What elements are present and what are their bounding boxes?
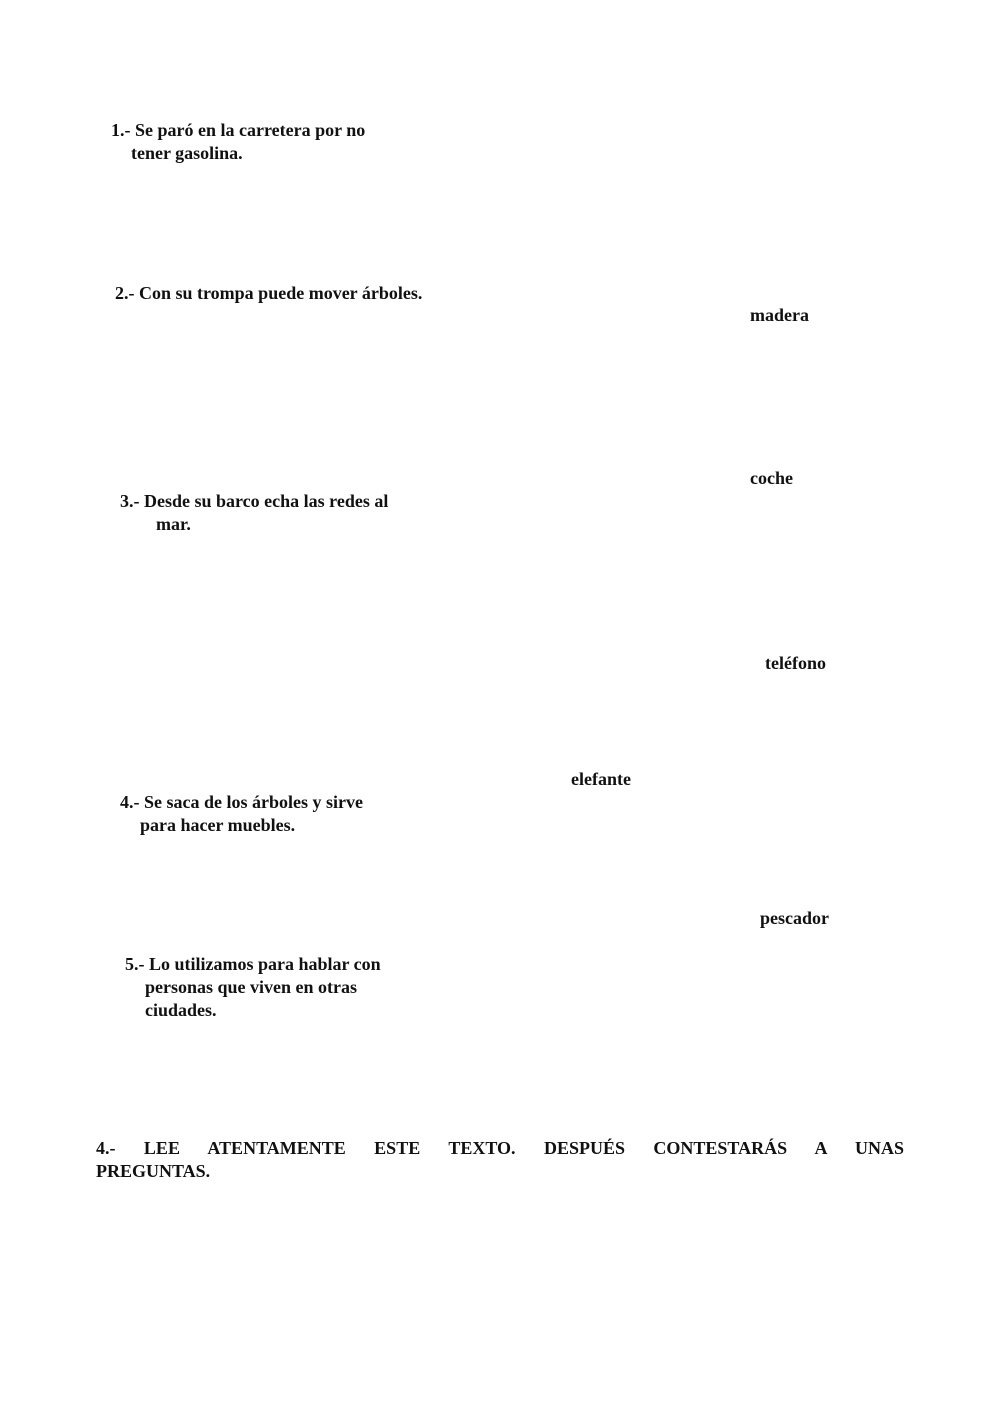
clue-5: [125, 953, 381, 1022]
clue-4-line-2: para hacer muebles.: [140, 815, 296, 835]
clue-5-line-2: personas que viven en otras: [145, 977, 358, 997]
clue-5-line-1: 5.- Lo utilizamos para hablar con: [125, 954, 381, 974]
instruction-line-2: PREGUNTAS.: [96, 1161, 211, 1181]
clue-4-line-1: 4.- Se saca de los árboles y sirve: [120, 792, 363, 812]
instruction-line-1: 4.- LEE ATENTAMENTE ESTE TEXTO. DESPUÉS CONTESTARÁS A UNAS: [96, 1138, 904, 1158]
clue-1-line-1: 1.- Se paró en la carretera por no: [111, 120, 366, 140]
clue-1-line-2: tener gasolina.: [131, 143, 243, 163]
word-pescador[interactable]: pescador: [760, 908, 829, 928]
clue-1: [111, 119, 365, 165]
word-coche[interactable]: coche: [750, 468, 793, 488]
clue-2-line-1: 2.- Con su trompa puede mover árboles.: [115, 283, 423, 303]
clue-3-line-1: 3.- Desde su barco echa las redes al: [120, 491, 389, 511]
word-telefono[interactable]: teléfono: [765, 653, 826, 673]
word-madera[interactable]: madera: [750, 305, 809, 325]
clue-3-line-2: mar.: [156, 514, 191, 534]
reading-instruction: [96, 1137, 904, 1183]
word-elefante[interactable]: elefante: [571, 769, 631, 789]
clue-4: [120, 791, 363, 837]
clue-3: [120, 490, 388, 536]
clue-5-line-3: ciudades.: [145, 1000, 217, 1020]
clue-2: [115, 282, 422, 305]
